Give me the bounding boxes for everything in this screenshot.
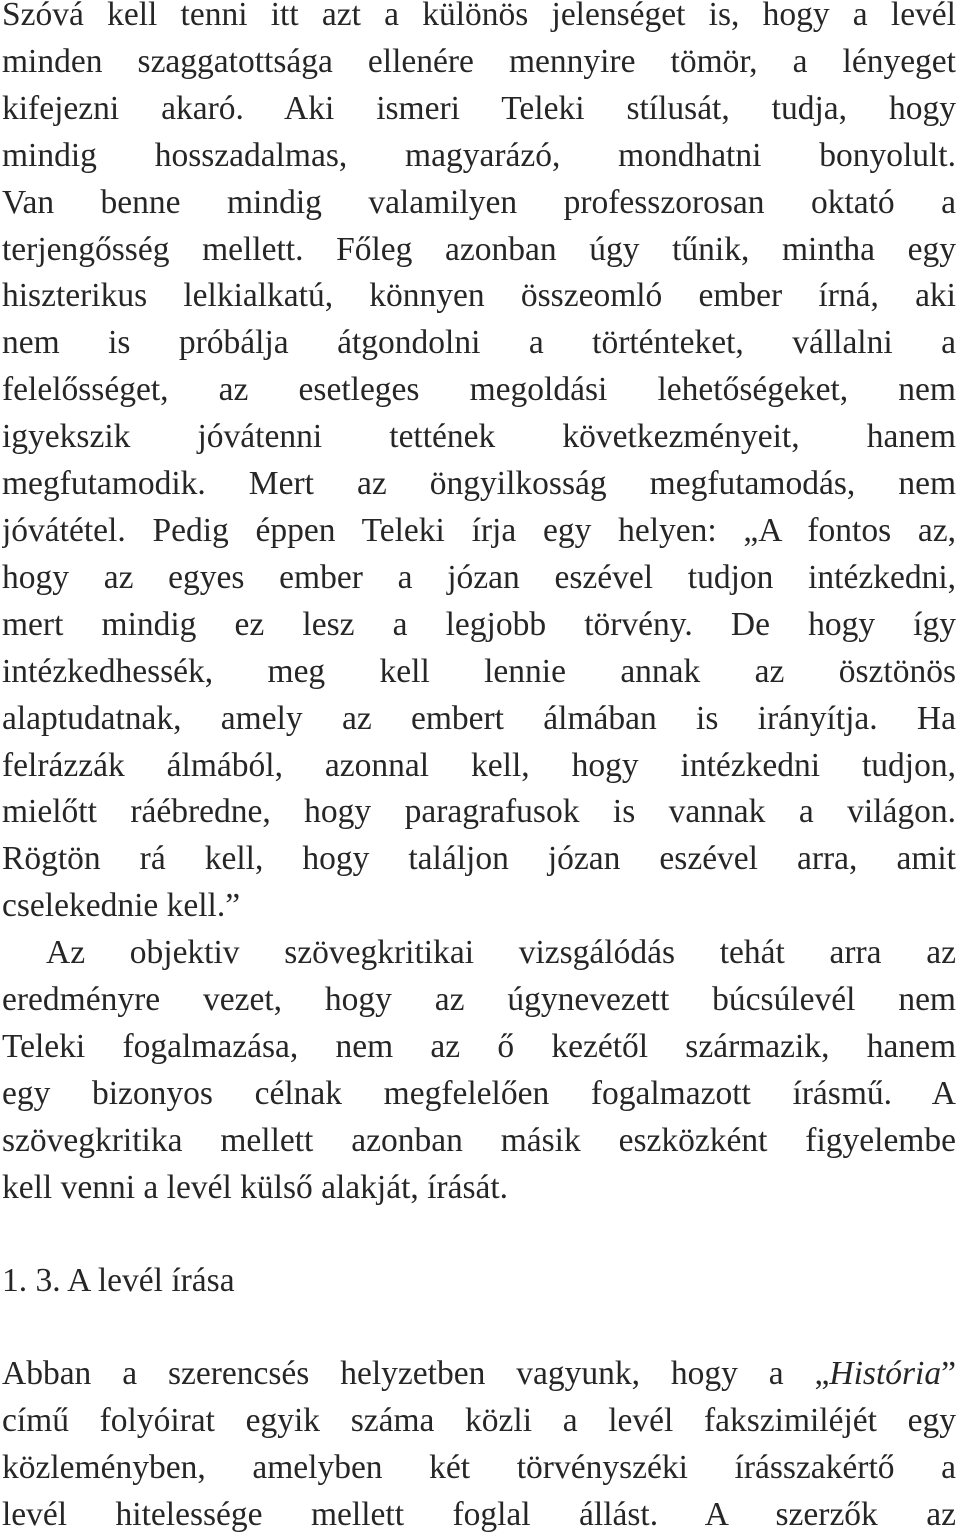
text-line: cselekednie kell.” [2, 887, 241, 925]
section-heading: 1. 3. A levél írása [2, 1261, 235, 1299]
paragraph-historia-facsimile [2, 1351, 956, 1539]
text-line: kell venni a levél külső alakját, írását. [2, 1168, 509, 1206]
text-line: című folyóirat egyik száma közli a levél fakszimiléjét egy [2, 1402, 956, 1440]
text-line: terjengősség mellett. Főleg azonban úgy tűnik, mintha egy [2, 230, 956, 268]
text-line: Van benne mindig valamilyen professzorosan oktató a [2, 183, 956, 221]
text-span: ” [941, 1355, 956, 1393]
text-line: alaptudatnak, amely az embert álmában is irányítja. Ha [2, 699, 956, 737]
text-line: kifejezni akaró. Aki ismeri Teleki stílusát, tudja, hogy [2, 89, 956, 127]
text-line: mert mindig ez lesz a legjobb törvény. De hogy így [2, 605, 956, 643]
text-line: Az objektiv szövegkritikai vizsgálódás tehát arra az [46, 934, 956, 972]
text-line: levél hitelessége mellett foglal állást. A szerzők az [2, 1496, 956, 1534]
text-line: nem is próbálja átgondolni a történteket, vállalni a [2, 324, 956, 362]
text-line: szövegkritika mellett azonban másik eszközként figyelembe [2, 1121, 956, 1159]
text-line: Szóvá kell tenni itt azt a különös jelenséget is, hogy a levél [2, 0, 956, 33]
text-line: minden szaggatottsága ellenére mennyire tömör, a lényeget [2, 42, 956, 80]
paragraph-text-critique-conclusion [2, 930, 956, 1211]
text-line: hogy az egyes ember a józan eszével tudjon intézkedni, [2, 558, 956, 596]
text-line: intézkedhessék, meg kell lennie annak az ösztönös [2, 652, 956, 690]
text-line: mielőtt ráébredne, hogy paragrafusok is vannak a világon. [2, 793, 956, 831]
journal-title: História [829, 1355, 942, 1393]
text-line: megfutamodik. Mert az öngyilkosság megfutamodás, nem [2, 465, 956, 503]
text-span: Abban a szerencsés helyzetben vagyunk, hogy a „ [2, 1355, 830, 1393]
text-line: eredményre vezet, hogy az úgynevezett búcsúlevél nem [2, 981, 956, 1019]
text-line: jóvátétel. Pedig éppen Teleki írja egy helyen: „A fontos az, [2, 511, 956, 549]
text-line: Teleki fogalmazása, nem az ő kezétől származik, hanem [2, 1027, 956, 1065]
text-line: közleményben, amelyben két törvényszéki írásszakértő a [2, 1449, 956, 1487]
text-line: hiszterikus lelkialkatú, könnyen összeomló ember írná, aki [2, 277, 956, 315]
text-line: felrázzák álmából, azonnal kell, hogy intézkedni tudjon, [2, 746, 956, 784]
text-line: igyekszik jóvátenni tettének következményeit, hanem [2, 418, 956, 456]
text-line: felelősséget, az esetleges megoldási lehetőségeket, nem [2, 371, 956, 409]
paragraph-teleki-style [2, 0, 956, 930]
text-line: mindig hosszadalmas, magyarázó, mondhatni bonyolult. [2, 136, 956, 174]
text-line: egy bizonyos célnak megfelelően fogalmazott írásmű. A [2, 1074, 956, 1112]
text-line [2, 1351, 956, 1398]
text-line: Rögtön rá kell, hogy találjon józan eszével arra, amit [2, 840, 956, 878]
